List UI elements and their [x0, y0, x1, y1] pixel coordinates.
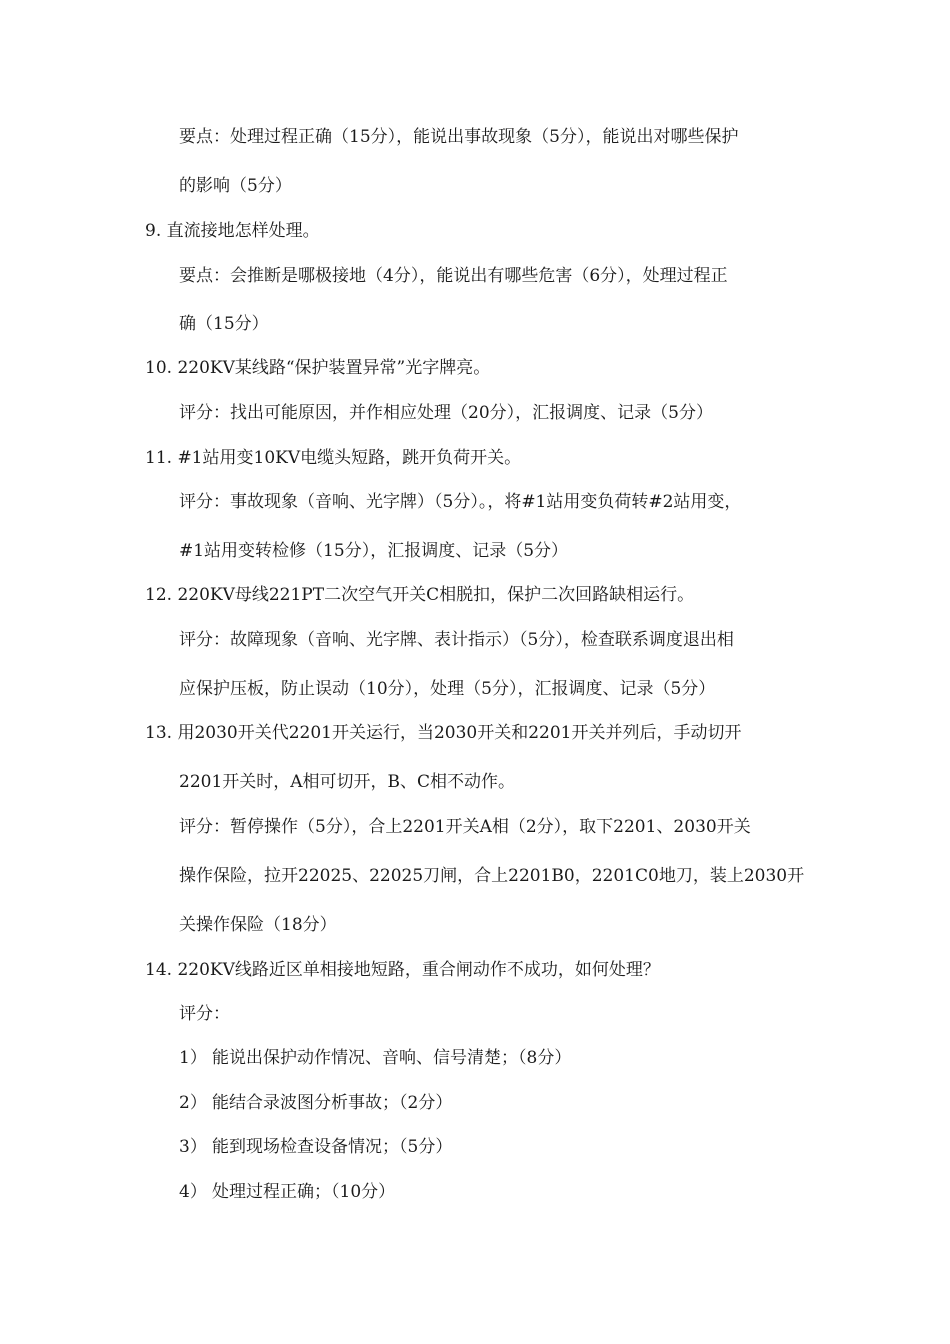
para-line: 确（15分）	[179, 314, 269, 334]
subitem-text: 能说出保护动作情况、音响、信号清楚；（8分）	[212, 1048, 572, 1068]
item-heading: 12. 220KV母线221PT二次空气开关C相脱扣，保护二次回路缺相运行。	[145, 585, 695, 605]
item-heading: 14. 220KV线路近区单相接地短路，重合闸动作不成功，如何处理？	[145, 960, 660, 980]
subitem-number: 3）	[179, 1137, 207, 1157]
para-line: 要点：处理过程正确（15分），能说出事故现象（5分），能说出对哪些保护	[179, 127, 739, 147]
para-line: 评分：故障现象（音响、光字牌、表计指示）（5分），检查联系调度退出相	[179, 630, 734, 650]
subitem-number: 4）	[179, 1182, 207, 1202]
item-heading: 13. 用2030开关代2201开关运行，当2030开关和2201开关并列后，手动切开	[145, 723, 742, 743]
item-heading: 10. 220KV某线路“保护装置异常”光字牌亮。	[145, 358, 491, 378]
para-line: #1站用变转检修（15分），汇报调度、记录（5分）	[179, 541, 569, 561]
para-line: 评分：找出可能原因，并作相应处理（20分），汇报调度、记录（5分）	[179, 403, 713, 423]
para-line: 评分：	[179, 1004, 230, 1024]
para-line: 2201开关时，A相可切开，B、C相不动作。	[179, 772, 516, 792]
subitem-number: 1）	[179, 1048, 207, 1068]
para-line: 操作保险，拉开22025、22025刀闸，合上2201B0，2201C0地刀，装上2030开	[179, 866, 805, 886]
subitem-number: 2）	[179, 1093, 207, 1113]
para-line: 应保护压板，防止误动（10分），处理（5分），汇报调度、记录（5分）	[179, 679, 716, 699]
para-line: 的影响（5分）	[179, 176, 292, 196]
para-line: 评分：事故现象（音响、光字牌）（5分）。，将#1站用变负荷转#2站用变，	[179, 492, 742, 512]
subitem-text: 能结合录波图分析事故；（2分）	[212, 1093, 453, 1113]
subitem-text: 处理过程正确；（10分）	[212, 1182, 396, 1202]
para-line: 关操作保险（18分）	[179, 915, 337, 935]
para-line: 评分：暂停操作（5分），合上2201开关A相（2分），取下2201、2030开关	[179, 817, 751, 837]
subitem-text: 能到现场检查设备情况；（5分）	[212, 1137, 453, 1157]
item-heading: 11. #1站用变10KV电缆头短路，跳开负荷开关。	[145, 448, 522, 468]
item-heading: 9. 直流接地怎样处理。	[145, 221, 320, 241]
para-line: 要点：会推断是哪极接地（4分），能说出有哪些危害（6分），处理过程正	[179, 266, 728, 286]
